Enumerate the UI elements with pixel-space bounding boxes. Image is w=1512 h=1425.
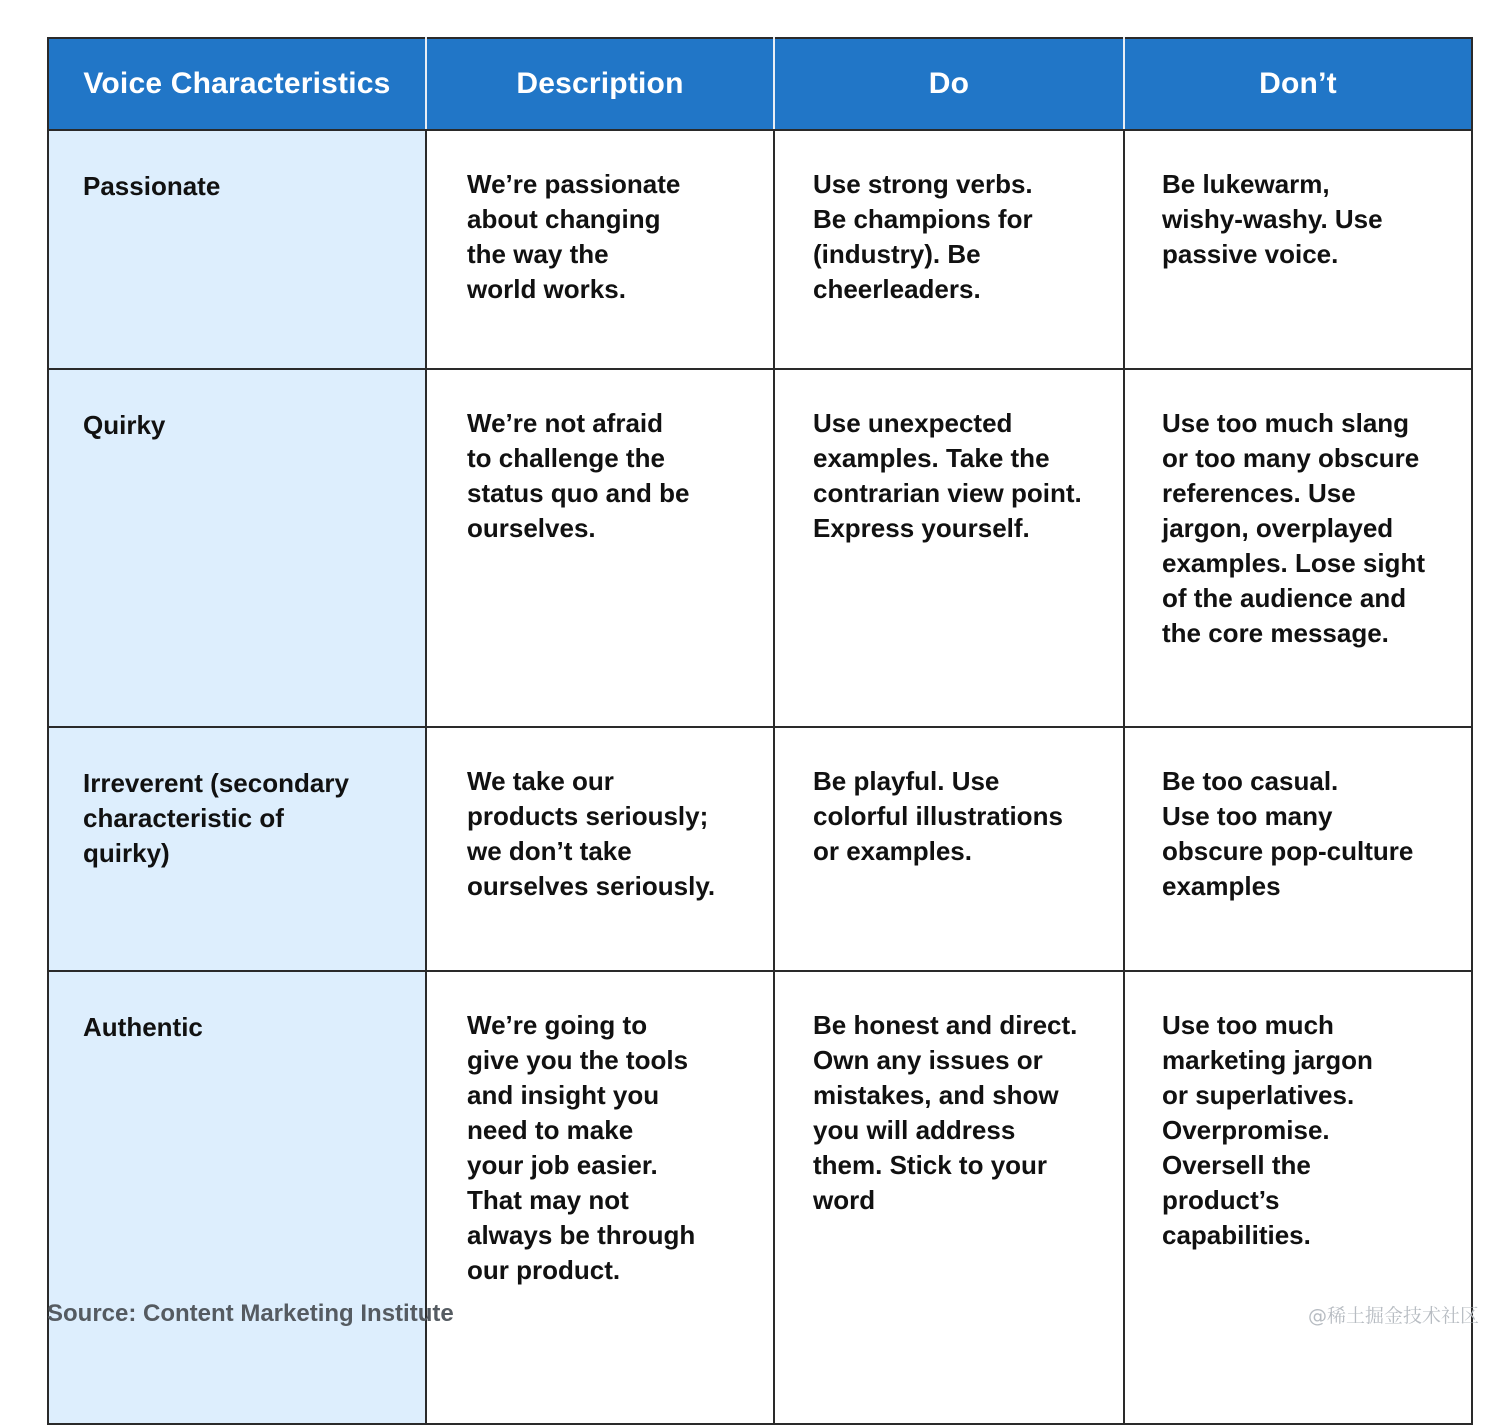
dont-cell bbox=[1124, 727, 1472, 971]
table-row-authentic bbox=[48, 971, 1472, 1424]
dont-cell bbox=[1124, 369, 1472, 727]
characteristic-cell bbox=[48, 971, 426, 1424]
description-cell bbox=[426, 971, 774, 1424]
table-row-passionate bbox=[48, 130, 1472, 369]
do-cell bbox=[774, 971, 1124, 1424]
description-cell bbox=[426, 130, 774, 369]
dont-text: Be too casual. Use too many obscure pop-culture examples bbox=[1162, 766, 1414, 901]
description-cell bbox=[426, 727, 774, 971]
header-dont: Don’t bbox=[1124, 38, 1472, 130]
do-cell bbox=[774, 727, 1124, 971]
source-note: Source: Content Marketing Institute bbox=[47, 1300, 454, 1327]
do-cell bbox=[774, 369, 1124, 727]
characteristic-name: Irreverent (secondary characteristic of quirky) bbox=[83, 768, 349, 868]
do-text: Use unexpected examples. Take the contrarian view point. Express yourself. bbox=[813, 408, 1082, 543]
header-voice-characteristics: Voice Characteristics bbox=[48, 38, 426, 130]
description-text: We’re passionate about changing the way the world works. bbox=[467, 169, 681, 304]
characteristic-name: Passionate bbox=[83, 171, 221, 201]
table-header-row bbox=[48, 38, 1472, 130]
characteristic-cell bbox=[48, 130, 426, 369]
description-cell bbox=[426, 369, 774, 727]
voice-characteristics-table bbox=[47, 37, 1473, 1425]
do-text: Use strong verbs. Be champions for (industry). Be cheerleaders. bbox=[813, 169, 1033, 304]
characteristic-cell bbox=[48, 727, 426, 971]
watermark: @稀土掘金技术社区 bbox=[1307, 1305, 1479, 1327]
table-row-irreverent bbox=[48, 727, 1472, 971]
characteristic-name: Quirky bbox=[83, 410, 166, 440]
header-description: Description bbox=[426, 38, 774, 130]
table-row-quirky bbox=[48, 369, 1472, 727]
dont-text: Be lukewarm, wishy-washy. Use passive voice. bbox=[1162, 169, 1383, 269]
header-do: Do bbox=[774, 38, 1124, 130]
dont-cell bbox=[1124, 130, 1472, 369]
dont-text: Use too much slang or too many obscure references. Use jargon, overplayed examples. Lose sight of the audience and the core message. bbox=[1162, 408, 1425, 648]
do-cell bbox=[774, 130, 1124, 369]
dont-cell bbox=[1124, 971, 1472, 1424]
voice-characteristics-table-container bbox=[47, 37, 1471, 1425]
dont-text: Use too much marketing jargon or superlatives. Overpromise. Oversell the product’s capabilities. bbox=[1162, 1010, 1373, 1250]
description-text: We take our products seriously; we don’t take ourselves seriously. bbox=[467, 766, 716, 901]
characteristic-cell bbox=[48, 369, 426, 727]
do-text: Be honest and direct. Own any issues or mistakes, and show you will address them. Stick to your word bbox=[813, 1010, 1078, 1215]
description-text: We’re not afraid to challenge the status quo and be ourselves. bbox=[467, 408, 690, 543]
do-text: Be playful. Use colorful illustrations or examples. bbox=[813, 766, 1063, 866]
characteristic-name: Authentic bbox=[83, 1012, 203, 1042]
description-text: We’re going to give you the tools and insight you need to make your job easier. That may not always be through our product. bbox=[467, 1010, 696, 1285]
